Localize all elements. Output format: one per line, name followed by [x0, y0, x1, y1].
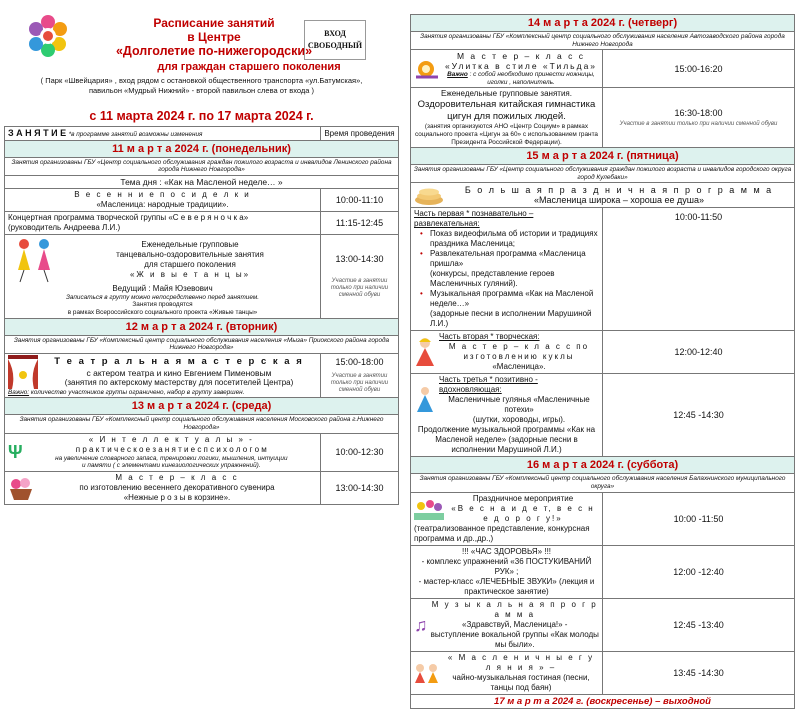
table-header-activity: З А Н Я Т И Е *в программе занятий возможны изменения [5, 127, 321, 141]
friday-part-1: Часть первая * познавательно – развлекательная: • Показ видеофильма об истории и традициях праздника Масленица; • Развлекательная программа «Масленица пришла» (конкурсы, представление героев Масленичных гуляний). • Музыкальная программа «Как на Масленой неделе…» (задорные песни в исполнении Марушиной Л.И.) 10:00-11:50 [411, 208, 795, 331]
day-thursday-title: 14 м а р т а 2024 г. (четверг) [411, 15, 795, 32]
wednesday-org: Занятия организованы ГБУ «Комплексный центр социального обслуживания населения Московского района г.Нижнего Новгорода» [5, 415, 399, 433]
pancakes-icon [414, 184, 444, 206]
tuesday-org: Занятия организованы ГБУ «Комплексный центр социального обслуживания населения «Мыза» Приокского района города Нижнего Новгорода» [5, 335, 399, 353]
day-friday-title: 15 м а р т а 2024 г. (пятница) [411, 148, 795, 165]
thursday-event-1: М а с т е р – к л а с с «Улитка в стиле «Тильда» Важно : с собой необходимо принести ножницы, иголки , наполнитель. 15:00-16:20 [411, 50, 795, 88]
monday-event-2: Концертная программа творческой группы «С е в е р я н о ч к а» (руководитель Андреева Л.И.) 11:15-12:45 [5, 211, 399, 234]
snail-icon [414, 58, 440, 80]
day-tuesday-title: 12 м а р т а 2024 г. (вторник) [5, 318, 399, 335]
friday-org: Занятия организованы ГБУ «Центр социального обслуживания граждан пожилого возраста и инвалидов городского округа город Кулебаки» [411, 165, 795, 183]
monday-event-1: В е с е н н и е п о с и д е л к и «Масленица: народные традиции». 10:00-11:10 [5, 188, 399, 211]
spring-flowers-icon [414, 498, 444, 520]
title-line-3: «Долголетие по-нижегородски» [115, 44, 313, 58]
rose-basket-icon [8, 475, 34, 501]
table-header-time: Время проведения [321, 127, 399, 141]
header [4, 6, 399, 126]
festivities-icon [414, 663, 440, 683]
schedule-table-right [410, 14, 795, 709]
saturday-event-1: Праздничное мероприятие «В е с н а и д е т, в е с н е д о р о г у!» (театрализованное представление, конкурсная программа и др.,др.,) 10:00 -11:50 [411, 492, 795, 545]
flower-logo-icon [24, 12, 72, 60]
friday-part-2: Часть вторая * творческая: М а с т е р – к л а с с по изготовлению куклы «Масленица». 12:00-12:40 [411, 331, 795, 374]
theater-curtain-icon [8, 355, 38, 389]
title-line-2: в Центре [187, 30, 241, 44]
saturday-event-3: ♫ М у з ы к а л ь н а я п р о г р а м м а «Здравствуй, Масленица!» - выступление вокальной группы «Как молоды мы были». 12:45 -13:40 [411, 598, 795, 651]
day-wednesday-title: 13 м а р т а 2024 г. (среда) [5, 398, 399, 415]
right-column [410, 14, 795, 709]
psi-icon: Ψ [8, 442, 23, 463]
schedule-dates: с 11 марта 2024 г. по 17 марта 2024 г. [89, 109, 314, 123]
maslenitsa-doll-icon [414, 337, 436, 367]
thursday-event-2: Еженедельные групповые занятия. Оздоровительная китайская гимнастика цигун для пожилых людей. (занятия организуются АНО «Центр Социум» в рамках социального проекта «Цигун за 60» с использованием гранта Президента Российской Федерации). 16:30-18:00 Участие в занятии только при наличии сменной обуви [411, 88, 795, 148]
monday-event-3: Еженедельные групповые танцевально-оздоровительные занятия для старшего поколения «Ж и в ы е т а н ц ы» Ведущий : Майя Юзевович Записаться в группу можно непосредственно перед занятием. Занятия проводятся в рамках Всероссийского социального проекта «Живые танцы» 13:00-14:30 Участие в занятии только при наличии сменной обуви [5, 234, 399, 318]
friday-part-3: Часть третья * позитивно - вдохновляющая: Масленичные гулянья «Масленичные потехи» (шутки, хороводы, игры). Продолжение музыкальной программы «Как на Масленой неделе» (задорные песни в исполнении Марушиной Л.И.) 12:45 -14:30 [411, 374, 795, 457]
music-note-icon: ♫ [414, 614, 428, 635]
title-line-4: для граждан старшего поколения [157, 61, 341, 73]
saturday-event-4: « М а с л е н и ч н ы е г у л я н и я » – чайно-музыкальная гостиная (песни, танцы под баян) 13:45 -14:30 [411, 651, 795, 694]
thursday-org: Занятия организованы ГБУ «Комплексный центр социального обслуживания населения Автозаводского района города Нижнего Новгорода [411, 32, 795, 50]
day-saturday-title: 16 м а р т а 2024 г. (суббота) [411, 457, 795, 474]
monday-theme: Тема дня : «Как на Масленой неделе… » [5, 175, 399, 188]
address-line-2: павильон «Мудрый Нижний» - второй павильон слева от входа ) [88, 86, 315, 95]
free-entry-stamp: ВХОД СВОБОДНЫЙ [304, 20, 366, 60]
left-column [4, 6, 399, 505]
saturday-org: Занятия организованы ГБУ «Комплексный центр социального обслуживания населения Балахнинского муниципального округа» [411, 474, 795, 492]
wednesday-event-1: Ψ « И н т е л л е к т у а л ы » - п р а к т и ч е с к о е з а н я т и е с п с и х о л о г о м на увеличение словарного запаса, тренировки логики, мышления, интуиции и памяти ( с элементами кинезиологических упражнений). 10:00-12:30 [5, 433, 399, 471]
monday-org: Занятия организованы ГБУ «Центр социального обслуживания граждан пожилого возраста и инвалидов Ленинского района города Нижнего Новгорода» [5, 157, 399, 175]
day-monday-title: 11 м а р т а 2024 г. (понедельник) [5, 140, 399, 157]
dancers-icon [8, 236, 60, 284]
saturday-event-2: !!! «ЧАС ЗДОРОВЬЯ» !!! - комплекс упражнений «36 ПОСТУКИВАНИЙ РУК» ; - мастер-класс «ЛЕЧЕБНЫЕ ЗВУКИ» (лекция и практическое занятие) 12:00 -12:40 [411, 545, 795, 598]
day-sunday-title: 17 м а р т а 2024 г. (воскресенье) – выходной [411, 694, 795, 708]
tuesday-event-1: Т е а т р а л ь н а я м а с т е р с к а я с актером театра и кино Евгением Пименовым (занятия по актерскому мастерству для посетителей Центра) Важно: количество участников группы ограничено, набор в группу завершен. 15:00-18:00 Участие в занятии только при наличии сменной обуви [5, 353, 399, 398]
schedule-table-left [4, 126, 399, 505]
wednesday-event-2: М а с т е р – к л а с с по изготовлению весеннего декоративного сувенира «Нежные р о з ы в корзине». 13:00-14:30 [5, 471, 399, 504]
folk-dancer-icon [414, 386, 436, 414]
title-line-1: Расписание занятий [153, 16, 275, 30]
address-line-1: ( Парк «Швейцария» , вход рядом с остановкой общественного транспорта «ул.Батумская», [40, 76, 363, 85]
friday-big-program: Б о л ь ш а я п р а з д н и ч н а я п р о г р а м м а «Масленица широка – хороша ее душа» [411, 183, 795, 208]
